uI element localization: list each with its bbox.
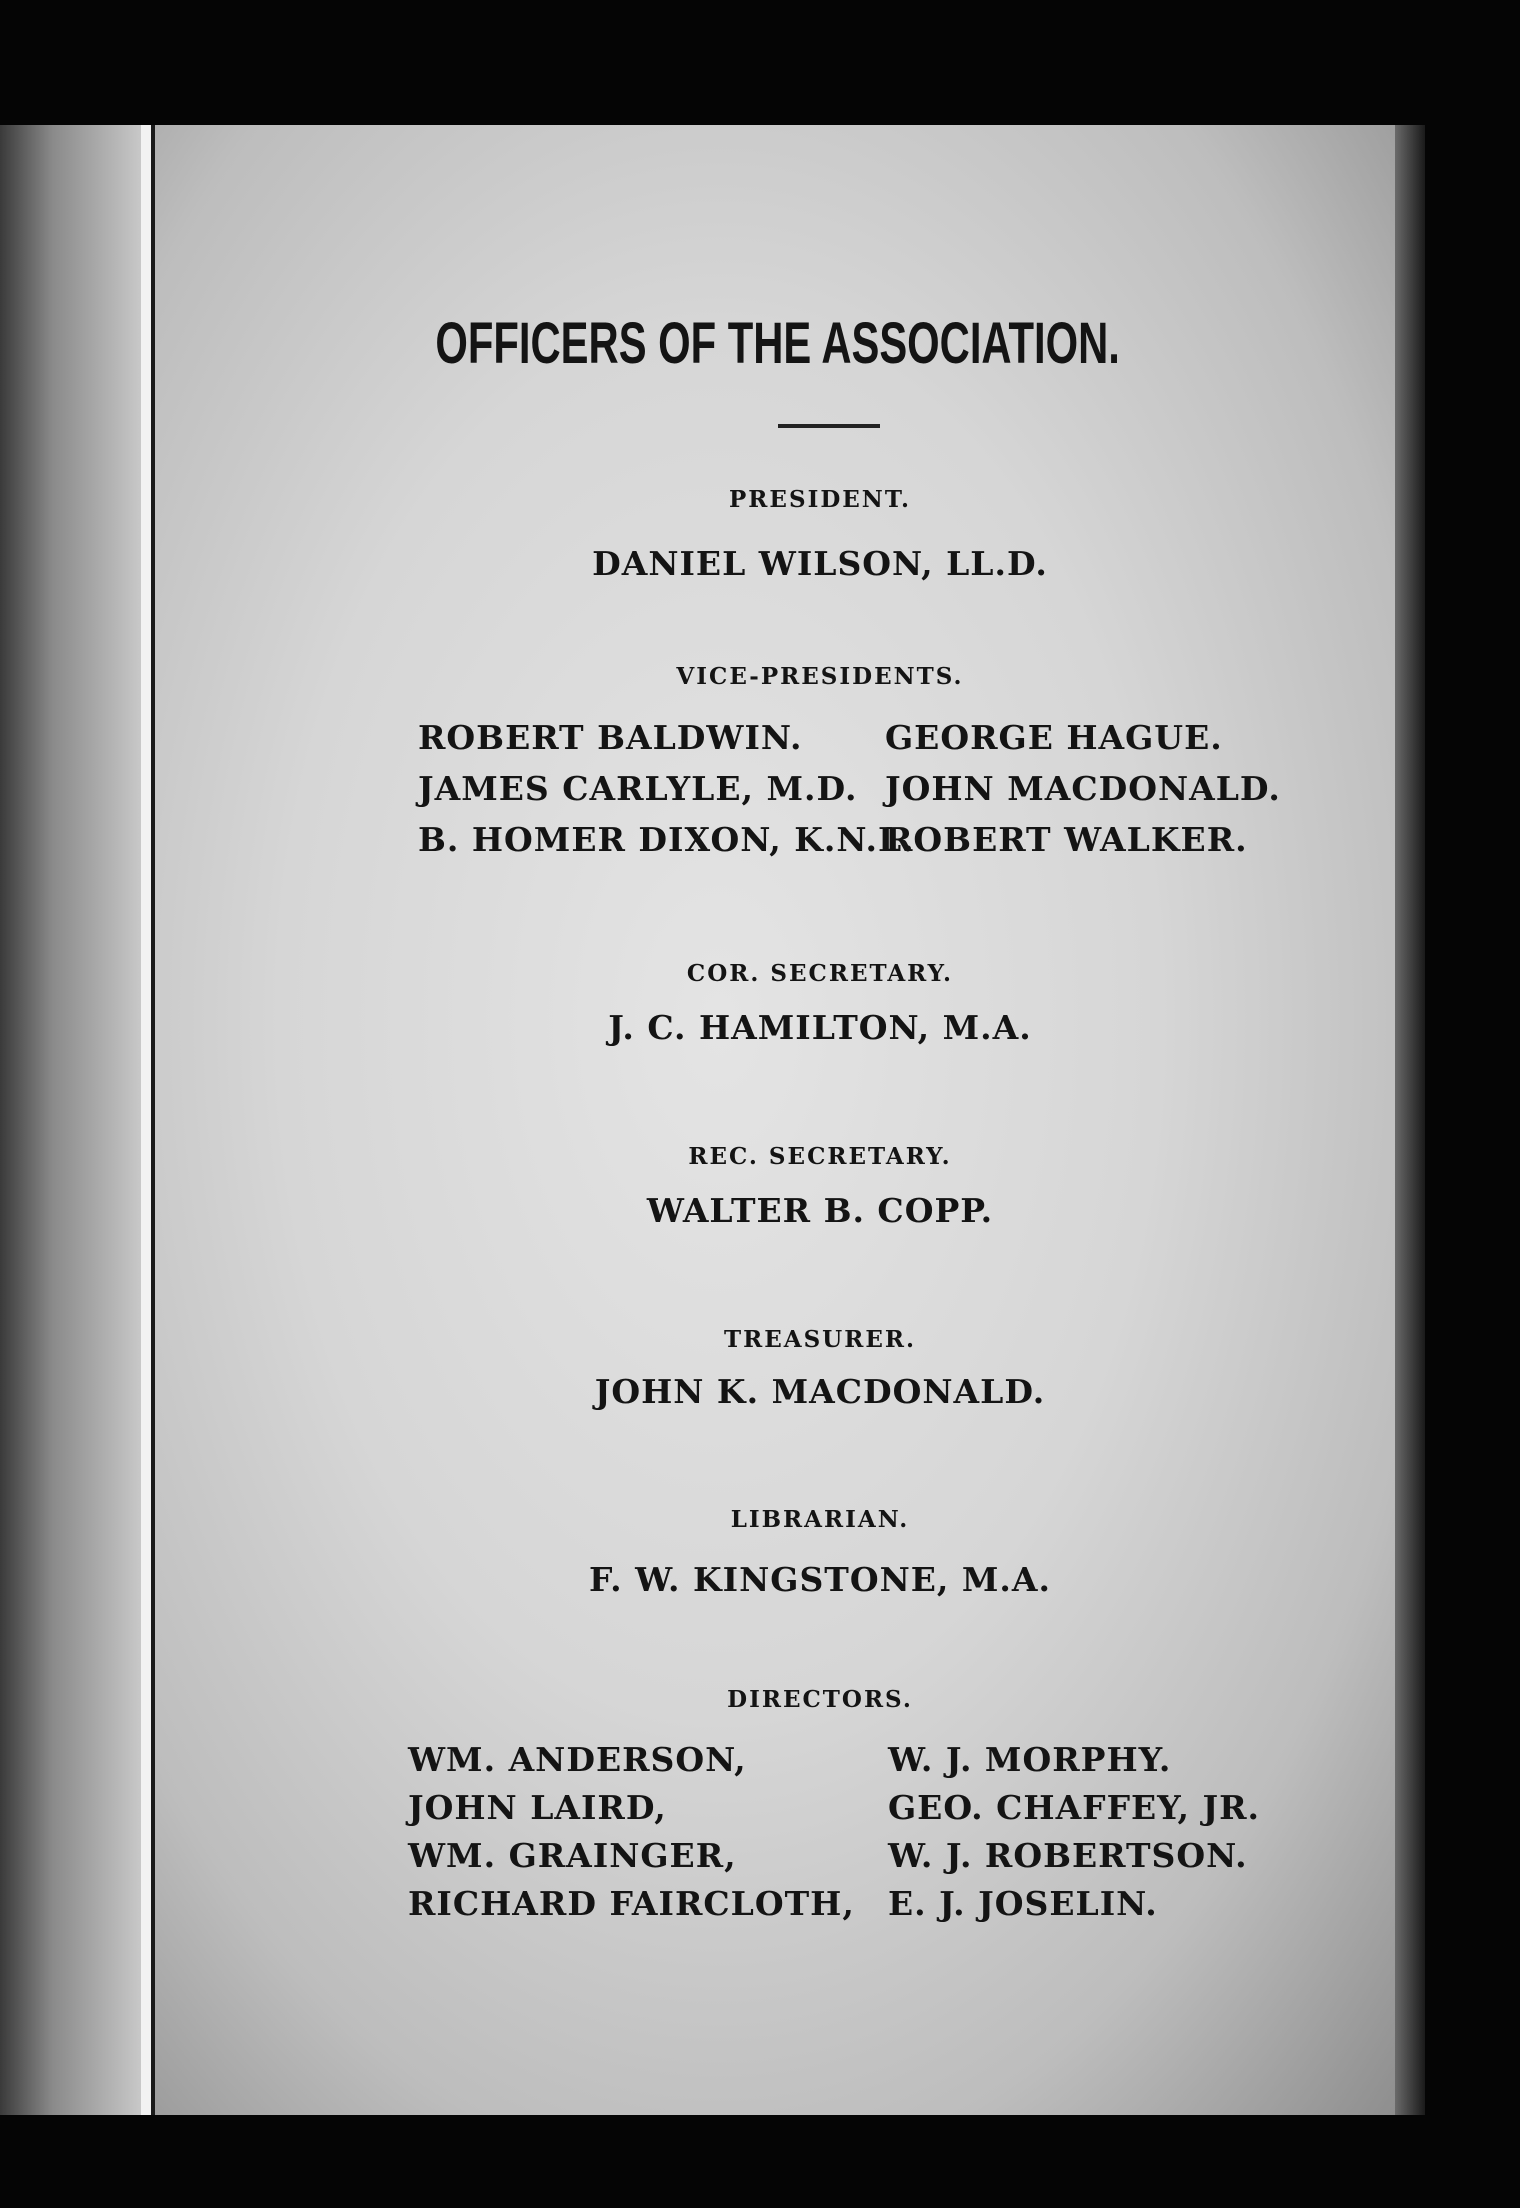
director-left: RICHARD FAIRCLOTH, xyxy=(408,1884,855,1923)
vice-president-right: GEORGE HAGUE. xyxy=(885,718,1223,757)
facing-page-edge xyxy=(0,125,150,2115)
page-right-edge xyxy=(1395,125,1425,2115)
vice-president-right: JOHN MACDONALD. xyxy=(885,769,1281,808)
page-title: OFFICERS OF THE ASSOCIATION. xyxy=(435,311,1120,376)
librarian-heading: LIBRARIAN. xyxy=(730,1506,910,1533)
librarian-name: F. W. KINGSTONE, M.A. xyxy=(589,1560,1051,1599)
director-left: JOHN LAIRD, xyxy=(408,1788,667,1827)
cor-secretary-heading: COR. SECRETARY. xyxy=(686,960,954,987)
title-rule xyxy=(778,424,880,428)
vice-presidents-heading: VICE-PRESIDENTS. xyxy=(676,663,964,690)
director-left: WM. ANDERSON, xyxy=(408,1740,747,1779)
gutter-highlight xyxy=(141,125,151,2115)
vice-president-right: ROBERT WALKER. xyxy=(885,820,1248,859)
director-right: E. J. JOSELIN. xyxy=(888,1884,1158,1923)
president-name: DANIEL WILSON, LL.D. xyxy=(592,544,1048,583)
treasurer-heading: TREASURER. xyxy=(723,1326,917,1353)
vice-president-left: B. HOMER DIXON, K.N.L. xyxy=(418,820,915,859)
rec-secretary-name: WALTER B. COPP. xyxy=(646,1191,994,1230)
directors-heading: DIRECTORS. xyxy=(727,1686,913,1713)
cor-secretary-name: J. C. HAMILTON, M.A. xyxy=(608,1008,1032,1047)
director-left: WM. GRAINGER, xyxy=(408,1836,737,1875)
vice-president-left: JAMES CARLYLE, M.D. xyxy=(418,769,858,808)
director-right: W. J. MORPHY. xyxy=(888,1740,1172,1779)
director-right: W. J. ROBERTSON. xyxy=(888,1836,1248,1875)
president-heading: PRESIDENT. xyxy=(729,486,911,513)
director-right: GEO. CHAFFEY, JR. xyxy=(888,1788,1260,1827)
vice-president-left: ROBERT BALDWIN. xyxy=(418,718,803,757)
rec-secretary-heading: REC. SECRETARY. xyxy=(688,1143,952,1170)
treasurer-name: JOHN K. MACDONALD. xyxy=(594,1372,1046,1411)
